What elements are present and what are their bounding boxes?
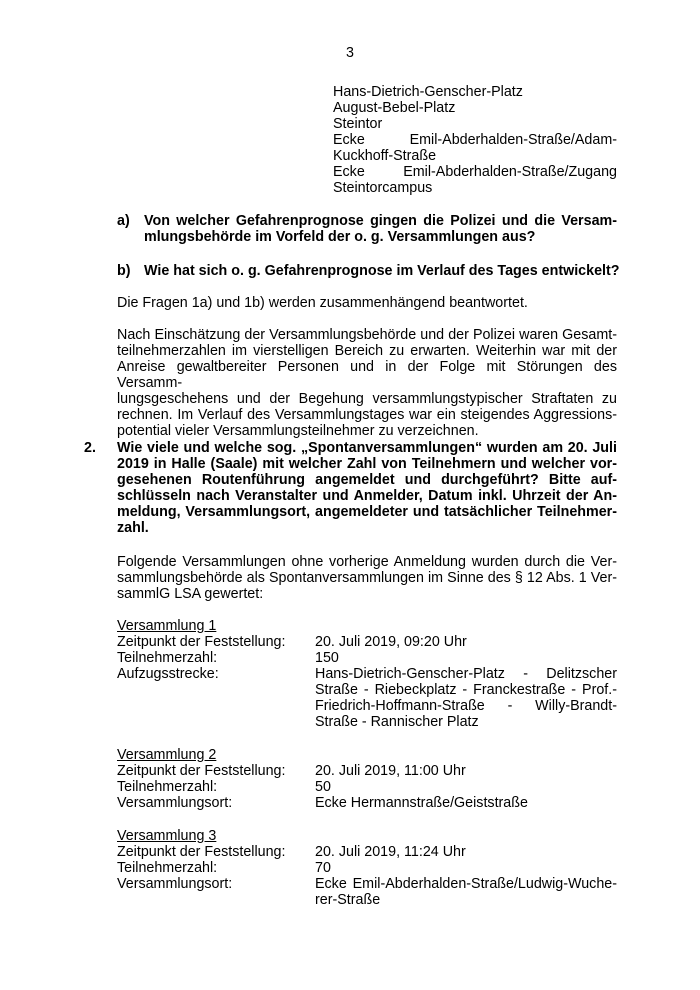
location-word: Emil-Abderhalden-Straße/Adam- [409,132,617,148]
location-line: Steintor [333,116,383,132]
location-line: Hans-Dietrich-Genscher-Platz [333,84,523,100]
route-label: Aufzugsstrecke: [117,666,219,682]
route-line: Straße - Rannischer Platz [315,714,479,730]
assembly-title: Versammlung 3 [117,828,217,844]
route-line: Hans-Dietrich-Genscher-Platz - Delitzscher [315,666,617,682]
time-value: 20. Juli 2019, 11:00 Uhr [315,763,466,779]
location-line: Steintorcampus [333,180,433,196]
question-a-line: Von welcher Gefahrenprognose gingen die Polizei und die Versam- [144,213,617,229]
answer-line: teilnehmerzahlen im vierstelligen Bereich zu erwarten. Weiterhin war mit der [117,343,617,359]
place-line: Ecke Emil-Abderhalden-Straße/Ludwig-Wuche- [315,876,617,892]
question-a-marker: a) [117,213,130,229]
assembly-title: Versammlung 1 [117,618,217,634]
question-b-marker: b) [117,263,131,279]
count-label: Teilnehmerzahl: [117,779,218,795]
assembly-block [117,618,617,736]
location-word: Ecke [333,164,365,180]
time-value: 20. Juli 2019, 11:24 Uhr [315,844,466,860]
question-2-line: Wie viele und welche sog. „Spontanversammlungen“ wurden am 20. Juli [117,440,617,456]
place-label: Versammlungsort: [117,876,233,892]
route-value [315,666,617,730]
assembly-block [117,747,617,817]
question-a-text [144,213,617,245]
answer-line: potential vieler Versammlungsteilnehmer zu verzeichnen. [117,423,479,439]
count-value: 70 [315,860,331,876]
route-line: Friedrich-Hoffmann-Straße - Willy-Brandt- [315,698,617,714]
location-word: Ecke [333,132,365,148]
answer-paragraph [117,327,617,439]
time-label: Zeitpunkt der Feststellung: [117,763,286,779]
place-label: Versammlungsort: [117,795,233,811]
count-value: 50 [315,779,331,795]
route-line: Straße - Riebeckplatz - Franckestraße - Prof.- [315,682,617,698]
location-word: Emil-Abderhalden-Straße/Zugang [403,164,617,180]
answer-intro: Die Fragen 1a) und 1b) werden zusammenhängend beantwortet. [117,295,528,311]
question-2-line: 2019 in Halle (Saale) mit welcher Zahl von Teilnehmern und welcher vor- [117,456,617,472]
assembly-block [117,828,617,914]
count-label: Teilnehmerzahl: [117,650,218,666]
location-line: Kuckhoff-Straße [333,148,437,164]
question-2-text [117,440,617,536]
time-label: Zeitpunkt der Feststellung: [117,634,286,650]
question-a-line: mlungsbehörde im Vorfeld der o. g. Versammlungen aus? [144,229,536,245]
location-line: August-Bebel-Platz [333,100,456,116]
place-value: Ecke Hermannstraße/Geiststraße [315,795,528,811]
answer-2-line: sammlungsbehörde als Spontanversammlungen im Sinne des § 12 Abs. 1 Ver- [117,570,617,586]
answer-line: Anreise gewaltbereiter Personen und in der Folge mit Störungen des Versamm- [117,359,617,391]
question-b-text: Wie hat sich o. g. Gefahrenprognose im Verlauf des Tages entwickelt? [144,263,620,279]
answer-line: rechnen. Im Verlauf des Versammlungstages war ein steigendes Aggressions- [117,407,617,423]
question-2-number: 2. [84,440,96,456]
time-value: 20. Juli 2019, 09:20 Uhr [315,634,467,650]
count-value: 150 [315,650,339,666]
time-label: Zeitpunkt der Feststellung: [117,844,286,860]
location-line [333,164,617,180]
answer-2 [117,554,617,602]
location-line [333,132,617,148]
count-label: Teilnehmerzahl: [117,860,218,876]
place-value [315,876,617,908]
answer-line: Nach Einschätzung der Versammlungsbehörde und der Polizei waren Gesamt- [117,327,617,343]
question-2-line: schlüsseln nach Veranstalter und Anmelder, Datum inkl. Uhrzeit der An- [117,488,617,504]
question-2-line: meldung, Versammlungsort, angemeldeter und tatsächlicher Teilnehmer- [117,504,617,520]
answer-2-line: sammlG LSA gewertet: [117,586,264,602]
location-list [333,84,617,196]
question-2-line: gesehenen Routenführung angemeldet und durchgeführt? Bitte auf- [117,472,617,488]
place-line: rer-Straße [315,892,381,908]
answer-line: lungsgeschehens und der Begehung versammlungstypischer Straftaten zu [117,391,617,407]
page-number: 3 [346,45,354,61]
question-2-line: zahl. [117,520,149,536]
assembly-title: Versammlung 2 [117,747,217,763]
answer-2-line: Folgende Versammlungen ohne vorherige Anmeldung wurden durch die Ver- [117,554,617,570]
